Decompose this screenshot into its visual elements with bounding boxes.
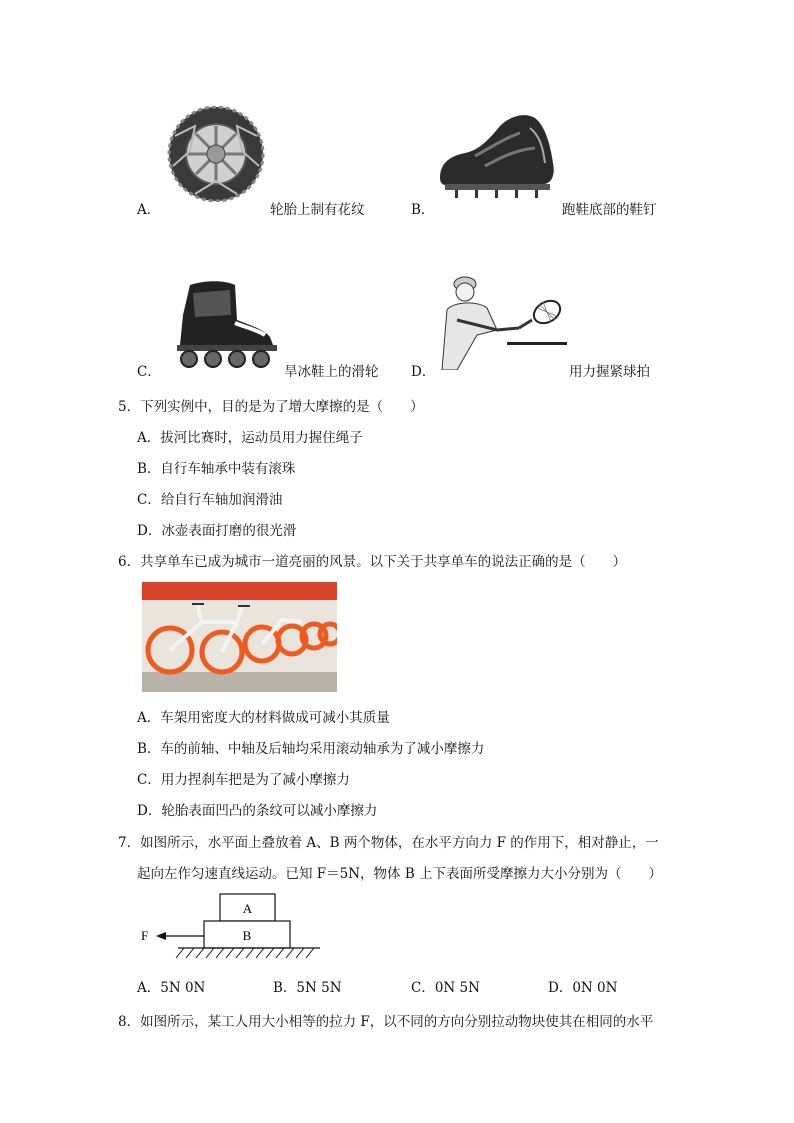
q4-option-c-text: 旱冰鞋上的滑轮: [284, 364, 379, 380]
block-b-label: B: [242, 928, 252, 943]
q4-option-b-letter: B．: [411, 202, 435, 218]
q6-stem: 6．共享单车已成为城市一道亮丽的风景。以下关于共享单车的说法正确的是（ ）: [118, 554, 627, 570]
q8-stem-line1: 8．如图所示，某工人用大小相等的拉力 F，以不同的方向分别拉动物块使其在相同的水平: [118, 1014, 654, 1030]
q6-option-c: C．用力捏刹车把是为了减小摩擦力: [137, 772, 350, 788]
q6-option-b: B．车的前轴、中轴及后轴均采用滚动轴承为了减小摩擦力: [137, 741, 485, 757]
q6-option-a: A．车架用密度大的材料做成可减小其质量: [137, 710, 390, 726]
roller-skate-image: [165, 275, 283, 369]
block-a-label: A: [242, 901, 253, 916]
stacked-blocks-diagram: [138, 892, 328, 962]
q4-option-a-text: 轮胎上制有花纹: [270, 202, 365, 218]
q7-option-a: A．5N 0N: [137, 980, 206, 996]
q5-stem: 5．下列实例中，目的是为了增大摩擦的是（ ）: [118, 399, 424, 415]
q7-option-b: B．5N 5N: [273, 980, 342, 996]
q5-option-d: D．冰壶表面打磨的很光滑: [137, 523, 297, 539]
shared-bicycles-image: [142, 582, 337, 692]
q4-option-d-letter: D．: [411, 364, 436, 380]
running-shoe-image: [435, 108, 560, 200]
q4-option-d-text: 用力握紧球拍: [569, 364, 650, 380]
q5-option-a: A．拔河比赛时，运动员用力握住绳子: [137, 430, 363, 446]
tennis-player-image: [437, 270, 567, 370]
q7-option-d: D．0N 0N: [548, 980, 618, 996]
q4-option-b-text: 跑鞋底部的鞋钉: [562, 202, 657, 218]
q7-option-c: C．0N 5N: [411, 980, 480, 996]
q4-option-c-letter: C．: [137, 364, 161, 380]
q7-stem-line1: 7．如图所示，水平面上叠放着 A、B 两个物体，在水平方向力 F 的作用下，相对静止，一: [118, 835, 659, 851]
q7-stem-line2: 起向左作匀速直线运动。已知 F＝5N，物体 B 上下表面所受摩擦力大小分别为（ ）: [137, 866, 663, 882]
q6-option-d: D．轮胎表面凹凸的条纹可以减小摩擦力: [137, 803, 378, 819]
force-label: F: [141, 928, 149, 943]
q5-option-b: B．自行车轴承中装有滚珠: [137, 461, 296, 477]
q5-option-c: C．给自行车轴加润滑油: [137, 492, 283, 508]
q4-option-a-letter: A．: [137, 202, 161, 218]
tire-image: [165, 106, 267, 202]
